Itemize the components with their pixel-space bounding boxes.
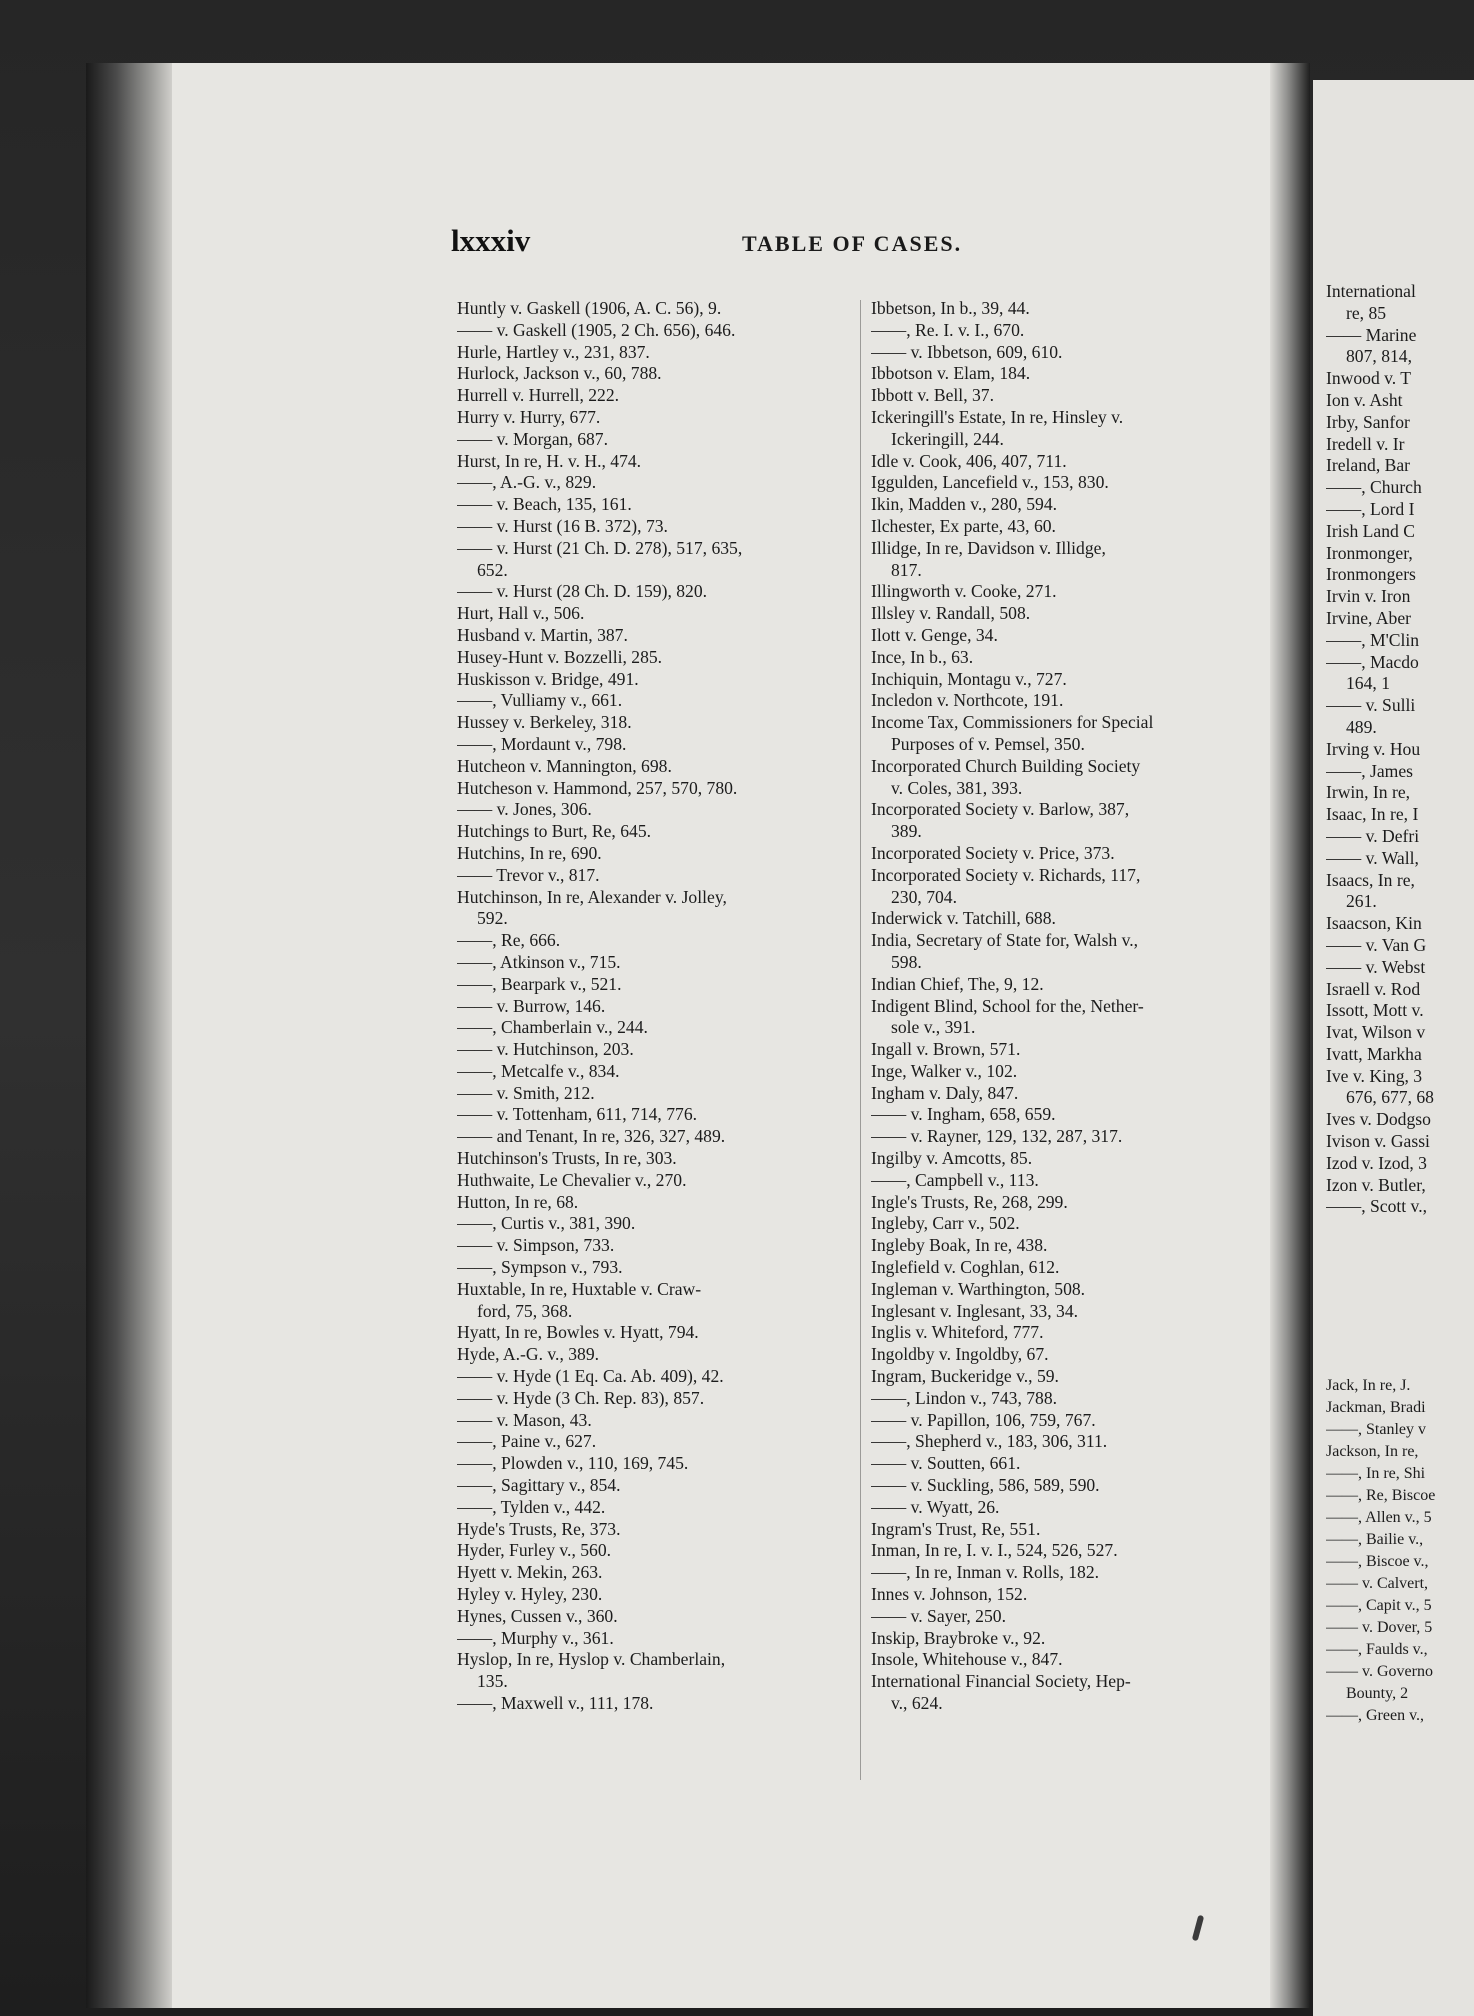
index-entry: ——, Curtis v., 381, 390. bbox=[457, 1213, 636, 1234]
index-entry: Hyde's Trusts, Re, 373. bbox=[457, 1518, 621, 1539]
index-entry: —— v. Rayner, 129, 132, 287, 317. bbox=[871, 1126, 1123, 1147]
index-entry: Inglefield v. Coghlan, 612. bbox=[871, 1257, 1060, 1278]
index-entry: Hyley v. Hyley, 230. bbox=[457, 1584, 603, 1605]
index-entry: ——, Lord I bbox=[1326, 498, 1415, 519]
index-entry: Hurle, Hartley v., 231, 837. bbox=[457, 341, 650, 362]
index-entry: Ince, In b., 63. bbox=[871, 646, 974, 667]
index-entry: ——, Stanley v bbox=[1326, 1421, 1426, 1438]
index-entry: ——, In re, Shi bbox=[1326, 1465, 1426, 1482]
index-entry: Illsley v. Randall, 508. bbox=[871, 603, 1031, 624]
index-entry: Ibbott v. Bell, 37. bbox=[871, 385, 994, 406]
index-entry: Indigent Blind, School for the, Nether- bbox=[871, 995, 1144, 1016]
index-entry: —— and Tenant, In re, 326, 327, 489. bbox=[457, 1126, 726, 1147]
index-entry: 489. bbox=[1346, 716, 1377, 737]
index-entry: Izod v. Izod, 3 bbox=[1326, 1152, 1427, 1173]
index-entry: Incorporated Church Building Society bbox=[871, 755, 1141, 776]
index-entry: —— v. Sayer, 250. bbox=[871, 1605, 1006, 1626]
index-entry: Issott, Mott v. bbox=[1326, 1000, 1424, 1021]
column-divider bbox=[860, 300, 861, 1780]
index-entry: Irvine, Aber bbox=[1326, 607, 1412, 628]
index-entry: Hussey v. Berkeley, 318. bbox=[457, 712, 632, 733]
index-entry: —— v. Governo bbox=[1326, 1663, 1433, 1680]
index-entry: Huthwaite, Le Chevalier v., 270. bbox=[457, 1169, 687, 1190]
index-entry: —— v. Dover, 5 bbox=[1326, 1619, 1433, 1636]
index-entry: Hurry v. Hurry, 677. bbox=[457, 406, 601, 427]
index-entry: —— v. Hyde (3 Ch. Rep. 83), 857. bbox=[457, 1387, 705, 1408]
index-entry: Ion v. Asht bbox=[1326, 389, 1403, 410]
index-entry: ——, Allen v., 5 bbox=[1326, 1509, 1432, 1526]
index-entry: —— v. Simpson, 733. bbox=[457, 1235, 615, 1256]
index-entry: Inglis v. Whiteford, 777. bbox=[871, 1322, 1044, 1343]
index-entry: Irby, Sanfor bbox=[1326, 411, 1410, 432]
index-entry: Hurst, In re, H. v. H., 474. bbox=[457, 450, 642, 471]
index-entry: Hutcheson v. Hammond, 257, 570, 780. bbox=[457, 777, 738, 798]
page-stack-edge bbox=[86, 63, 172, 2008]
index-entry: ——, Metcalfe v., 834. bbox=[457, 1060, 620, 1081]
index-entry: ——, Biscoe v., bbox=[1326, 1553, 1429, 1570]
index-entry: 598. bbox=[891, 951, 922, 972]
index-entry: Inchiquin, Montagu v., 727. bbox=[871, 668, 1067, 689]
index-entry: Izon v. Butler, bbox=[1326, 1174, 1426, 1195]
index-entry: Ingilby v. Amcotts, 85. bbox=[871, 1148, 1033, 1169]
index-entry: v. Coles, 381, 393. bbox=[891, 777, 1023, 798]
index-entry: —— v. Ibbetson, 609, 610. bbox=[871, 341, 1063, 362]
index-entry: Hyde, A.-G. v., 389. bbox=[457, 1344, 600, 1365]
index-entry: Ickeringill, 244. bbox=[891, 428, 1004, 449]
book-gutter bbox=[1270, 63, 1310, 2008]
index-entry: Illidge, In re, Davidson v. Illidge, bbox=[871, 537, 1106, 558]
index-entry: —— v. Hutchinson, 203. bbox=[457, 1039, 634, 1060]
index-entry: —— v. Defri bbox=[1326, 825, 1420, 846]
index-entry: Iggulden, Lancefield v., 153, 830. bbox=[871, 472, 1109, 493]
index-entry: Israell v. Rod bbox=[1326, 978, 1421, 999]
index-entry: ——, Sagittary v., 854. bbox=[457, 1475, 621, 1496]
index-entry: Purposes of v. Pemsel, 350. bbox=[891, 733, 1085, 754]
index-entry: —— v. Morgan, 687. bbox=[457, 428, 609, 449]
index-entry: ——, Bearpark v., 521. bbox=[457, 973, 622, 994]
index-entry: Ingle's Trusts, Re, 268, 299. bbox=[871, 1191, 1068, 1212]
index-entry: ——, James bbox=[1326, 760, 1413, 781]
index-entry: Inskip, Braybroke v., 92. bbox=[871, 1627, 1046, 1648]
index-entry: —— v. Sulli bbox=[1326, 695, 1416, 716]
index-entry: Jack, In re, J. bbox=[1326, 1377, 1411, 1394]
index-entry: —— v. Mason, 43. bbox=[457, 1409, 592, 1430]
index-column-3-cropped bbox=[1326, 281, 1474, 1218]
index-entry: —— v. Smith, 212. bbox=[457, 1082, 595, 1103]
index-entry: Ironmongers bbox=[1326, 564, 1416, 585]
index-column-3-section-j bbox=[1326, 1375, 1474, 1727]
index-entry: 135. bbox=[477, 1671, 508, 1692]
index-entry: —— v. Hyde (1 Eq. Ca. Ab. 409), 42. bbox=[457, 1366, 724, 1387]
index-entry: —— v. Gaskell (1905, 2 Ch. 656), 646. bbox=[457, 319, 736, 340]
index-entry: Husband v. Martin, 387. bbox=[457, 624, 628, 645]
index-entry: ——, Campbell v., 113. bbox=[871, 1169, 1039, 1190]
index-entry: ford, 75, 368. bbox=[477, 1300, 573, 1321]
index-entry: Hutchings to Burt, Re, 645. bbox=[457, 821, 652, 842]
index-entry: Hynes, Cussen v., 360. bbox=[457, 1605, 618, 1626]
index-entry: Ickeringill's Estate, In re, Hinsley v. bbox=[871, 406, 1124, 427]
index-entry: Ilott v. Genge, 34. bbox=[871, 624, 998, 645]
index-entry: Huntly v. Gaskell (1906, A. C. 56), 9. bbox=[457, 298, 722, 318]
index-entry: v., 624. bbox=[891, 1693, 943, 1713]
index-entry: ——, Shepherd v., 183, 306, 311. bbox=[871, 1431, 1108, 1452]
index-entry: International bbox=[1326, 281, 1416, 301]
index-entry: re, 85 bbox=[1346, 302, 1387, 323]
index-entry: Incorporated Society v. Barlow, 387, bbox=[871, 799, 1130, 820]
index-entry: —— v. Wyatt, 26. bbox=[871, 1496, 1000, 1517]
index-entry: Ireland, Bar bbox=[1326, 455, 1411, 476]
index-column-2 bbox=[871, 298, 1266, 1715]
index-entry: Hutton, In re, 68. bbox=[457, 1191, 579, 1212]
index-entry: Bounty, 2 bbox=[1346, 1685, 1409, 1702]
index-entry: Ive v. King, 3 bbox=[1326, 1065, 1423, 1086]
index-entry: ——, Re. I. v. I., 670. bbox=[871, 319, 1025, 340]
index-entry: Illingworth v. Cooke, 271. bbox=[871, 581, 1057, 602]
index-entry: —— v. Van G bbox=[1326, 934, 1427, 955]
index-entry: ——, Paine v., 627. bbox=[457, 1431, 597, 1452]
index-entry: sole v., 391. bbox=[891, 1017, 976, 1038]
index-entry: Iredell v. Ir bbox=[1326, 433, 1405, 454]
index-entry: 652. bbox=[477, 559, 508, 580]
index-entry: ——, Sympson v., 793. bbox=[457, 1257, 623, 1278]
index-entry: —— v. Hurst (16 B. 372), 73. bbox=[457, 515, 668, 536]
index-entry: Ikin, Madden v., 280, 594. bbox=[871, 494, 1058, 515]
index-entry: Irving v. Hou bbox=[1326, 738, 1421, 759]
index-entry: Ingoldby v. Ingoldby, 67. bbox=[871, 1344, 1049, 1365]
index-entry: Hyatt, In re, Bowles v. Hyatt, 794. bbox=[457, 1322, 699, 1343]
index-entry: Hutcheon v. Mannington, 698. bbox=[457, 755, 672, 776]
index-entry: ——, Plowden v., 110, 169, 745. bbox=[457, 1453, 689, 1474]
index-entry: Ingham v. Daly, 847. bbox=[871, 1082, 1019, 1103]
index-entry: ——, Scott v., bbox=[1326, 1196, 1428, 1217]
index-entry: Husey-Hunt v. Bozzelli, 285. bbox=[457, 646, 663, 667]
index-entry: 389. bbox=[891, 821, 922, 842]
index-entry: Hutchinson, In re, Alexander v. Jolley, bbox=[457, 886, 727, 907]
index-entry: Ivatt, Markha bbox=[1326, 1043, 1422, 1064]
index-entry: ——, Church bbox=[1326, 477, 1422, 498]
index-entry: Hyslop, In re, Hyslop v. Chamberlain, bbox=[457, 1649, 726, 1670]
index-entry: ——, Atkinson v., 715. bbox=[457, 951, 621, 972]
index-entry: Isaac, In re, I bbox=[1326, 804, 1419, 825]
index-entry: —— v. Calvert, bbox=[1326, 1575, 1429, 1592]
index-entry: ——, Macdo bbox=[1326, 651, 1419, 672]
index-entry: 164, 1 bbox=[1346, 673, 1390, 694]
index-entry: Hurrell v. Hurrell, 222. bbox=[457, 385, 620, 406]
index-entry: Ivison v. Gassi bbox=[1326, 1131, 1430, 1152]
index-entry: ——, Re, Biscoe bbox=[1326, 1487, 1436, 1504]
index-entry: 592. bbox=[477, 908, 508, 929]
index-entry: Hutchinson's Trusts, In re, 303. bbox=[457, 1148, 677, 1169]
index-entry: —— v. Papillon, 106, 759, 767. bbox=[871, 1409, 1096, 1430]
index-entry: Ives v. Dodgso bbox=[1326, 1109, 1431, 1130]
index-entry: ——, Bailie v., bbox=[1326, 1531, 1424, 1548]
index-entry: Ingall v. Brown, 571. bbox=[871, 1039, 1021, 1060]
index-entry: ——, Lindon v., 743, 788. bbox=[871, 1387, 1058, 1408]
index-entry: ——, M'Clin bbox=[1326, 629, 1420, 650]
index-entry: —— Trevor v., 817. bbox=[457, 864, 600, 885]
index-entry: Ingram's Trust, Re, 551. bbox=[871, 1518, 1041, 1539]
index-entry: Jackman, Bradi bbox=[1326, 1399, 1426, 1416]
index-entry: Inglesant v. Inglesant, 33, 34. bbox=[871, 1300, 1079, 1321]
index-entry: Ingleby, Carr v., 502. bbox=[871, 1213, 1020, 1234]
index-entry: —— v. Burrow, 146. bbox=[457, 995, 606, 1016]
index-entry: Irwin, In re, bbox=[1326, 782, 1411, 803]
index-entry: Ingram, Buckeridge v., 59. bbox=[871, 1366, 1059, 1387]
index-entry: —— v. Jones, 306. bbox=[457, 799, 592, 820]
index-entry: Inwood v. T bbox=[1326, 368, 1412, 389]
page-number: lxxxiv bbox=[451, 223, 531, 258]
index-entry: —— v. Wall, bbox=[1326, 847, 1419, 868]
index-entry: ——, Murphy v., 361. bbox=[457, 1627, 614, 1648]
index-entry: Ilchester, Ex parte, 43, 60. bbox=[871, 515, 1056, 536]
index-entry: Ibbetson, In b., 39, 44. bbox=[871, 298, 1030, 318]
index-entry: International Financial Society, Hep- bbox=[871, 1671, 1131, 1692]
index-entry: ——, A.-G. v., 829. bbox=[457, 472, 597, 493]
index-entry: 807, 814, bbox=[1346, 346, 1412, 367]
index-entry: Ibbotson v. Elam, 184. bbox=[871, 363, 1031, 384]
index-entry: —— Marine bbox=[1326, 324, 1417, 345]
index-entry: Incledon v. Northcote, 191. bbox=[871, 690, 1064, 711]
index-entry: 230, 704. bbox=[891, 886, 957, 907]
index-entry: Isaacs, In re, bbox=[1326, 869, 1415, 890]
index-entry: ——, Maxwell v., 111, 178. bbox=[457, 1693, 654, 1713]
index-entry: Incorporated Society v. Richards, 117, bbox=[871, 864, 1141, 885]
index-entry: Jackson, In re, bbox=[1326, 1443, 1419, 1460]
index-entry: Hutchins, In re, 690. bbox=[457, 842, 602, 863]
index-entry: Idle v. Cook, 406, 407, 711. bbox=[871, 450, 1067, 471]
index-entry: ——, Mordaunt v., 798. bbox=[457, 733, 627, 754]
index-entry: Hyett v. Mekin, 263. bbox=[457, 1562, 603, 1583]
index-entry: Huxtable, In re, Huxtable v. Craw- bbox=[457, 1278, 702, 1299]
index-entry: Hyder, Furley v., 560. bbox=[457, 1540, 612, 1561]
index-entry: Innes v. Johnson, 152. bbox=[871, 1584, 1028, 1605]
index-entry: —— v. Tottenham, 611, 714, 776. bbox=[457, 1104, 698, 1125]
index-entry: ——, Re, 666. bbox=[457, 930, 561, 951]
index-entry: 817. bbox=[891, 559, 922, 580]
index-entry: Ivat, Wilson v bbox=[1326, 1022, 1426, 1043]
index-entry: ——, Tylden v., 442. bbox=[457, 1496, 606, 1517]
index-entry: Indian Chief, The, 9, 12. bbox=[871, 973, 1044, 994]
index-entry: Inman, In re, I. v. I., 524, 526, 527. bbox=[871, 1540, 1118, 1561]
index-entry: —— v. Beach, 135, 161. bbox=[457, 494, 632, 515]
index-entry: 261. bbox=[1346, 891, 1377, 912]
index-entry: Incorporated Society v. Price, 373. bbox=[871, 842, 1115, 863]
index-entry: ——, Faulds v., bbox=[1326, 1641, 1428, 1658]
index-entry: ——, Vulliamy v., 661. bbox=[457, 690, 623, 711]
index-entry: ——, Chamberlain v., 244. bbox=[457, 1017, 648, 1038]
index-entry: India, Secretary of State for, Walsh v., bbox=[871, 930, 1139, 951]
index-entry: Hurlock, Jackson v., 60, 788. bbox=[457, 363, 662, 384]
index-entry: —— v. Hurst (28 Ch. D. 159), 820. bbox=[457, 581, 708, 602]
index-entry: ——, Capit v., 5 bbox=[1326, 1597, 1432, 1614]
index-entry: Ironmonger, bbox=[1326, 542, 1413, 563]
index-entry: —— v. Ingham, 658, 659. bbox=[871, 1104, 1056, 1125]
index-column-1 bbox=[457, 298, 852, 1715]
index-entry: 676, 677, 68 bbox=[1346, 1087, 1434, 1108]
index-entry: ——, Green v., bbox=[1326, 1707, 1425, 1724]
index-entry: —— v. Hurst (21 Ch. D. 278), 517, 635, bbox=[457, 537, 743, 558]
index-entry: —— v. Webst bbox=[1326, 956, 1426, 977]
index-entry: Ingleby Boak, In re, 438. bbox=[871, 1235, 1048, 1256]
index-entry: Irvin v. Iron bbox=[1326, 586, 1411, 607]
index-entry: Inge, Walker v., 102. bbox=[871, 1060, 1018, 1081]
index-entry: Ingleman v. Warthington, 508. bbox=[871, 1278, 1086, 1299]
index-entry: —— v. Suckling, 586, 589, 590. bbox=[871, 1475, 1100, 1496]
index-entry: ——, In re, Inman v. Rolls, 182. bbox=[871, 1562, 1100, 1583]
index-entry: Inderwick v. Tatchill, 688. bbox=[871, 908, 1056, 929]
index-entry: Irish Land C bbox=[1326, 520, 1415, 541]
index-entry: Isaacson, Kin bbox=[1326, 913, 1422, 934]
index-entry: —— v. Soutten, 661. bbox=[871, 1453, 1021, 1474]
index-entry: Huskisson v. Bridge, 491. bbox=[457, 668, 639, 689]
page-title: TABLE OF CASES. bbox=[742, 231, 963, 256]
index-entry: Insole, Whitehouse v., 847. bbox=[871, 1649, 1063, 1670]
index-entry: Hurt, Hall v., 506. bbox=[457, 603, 585, 624]
index-entry: Income Tax, Commissioners for Special bbox=[871, 712, 1154, 733]
